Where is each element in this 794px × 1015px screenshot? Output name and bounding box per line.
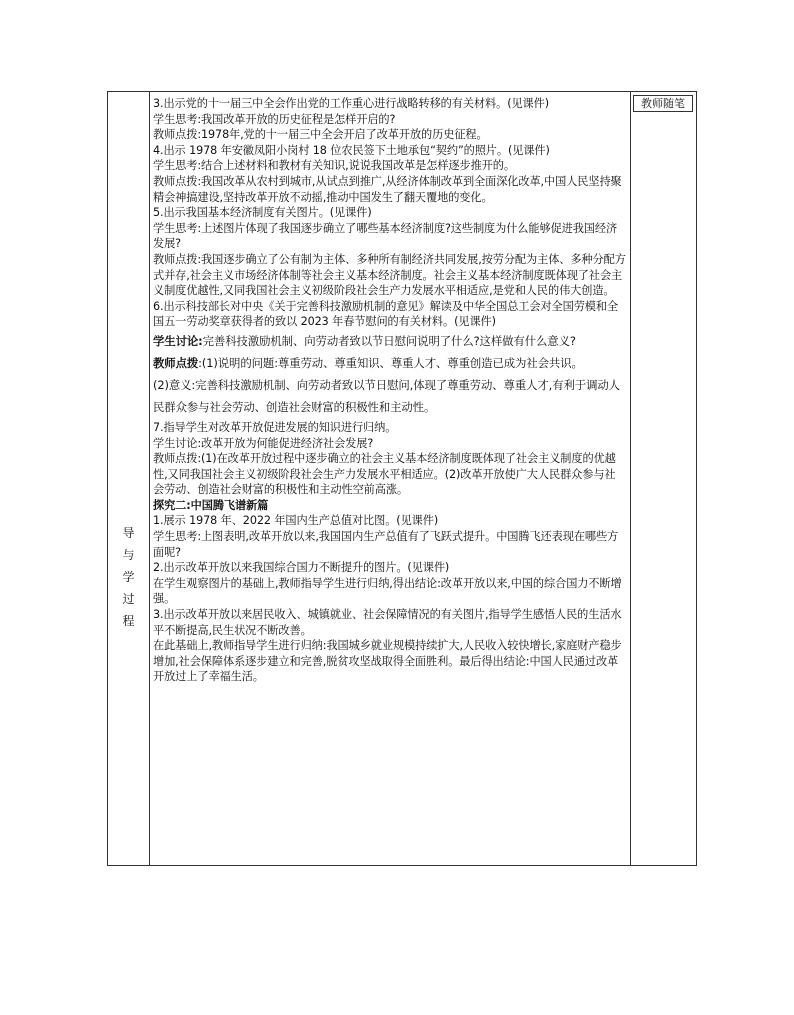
bold-label: 学生讨论:	[153, 333, 203, 348]
paragraph: 教师点拨:1978年,党的十一届三中全会开启了改革开放的历史征程。	[153, 128, 488, 142]
lesson-content	[153, 96, 626, 685]
teacher-notes-header: 教师随笔	[633, 95, 693, 112]
paragraph: 7.指导学生对改革开放促进发展的知识进行归纳。	[153, 420, 397, 434]
paragraph	[153, 352, 626, 374]
paragraph: 学生思考:结合上述材料和教材有关知识,说说我国改革是怎样逐步推开的。	[153, 159, 515, 173]
paragraph: 3.出示党的十一届三中全会作出党的工作重心进行战略转移的有关材料。(见课件)	[153, 97, 549, 110]
paragraph	[153, 330, 626, 352]
column-divider-left	[149, 92, 150, 865]
paragraph: 教师点拨:我国改革从农村到城市,从试点到推广,从经济体制改革到全面深化改革,中国人民坚持聚精会神搞建设,坚持改革开放不动摇,推动中国发生了翻天覆地的变化。	[153, 174, 622, 204]
paragraph: 教师点拨:我国逐步确立了公有制为主体、多种所有制经济共同发展,按劳分配为主体、多种分配方式并存,社会主义市场经济体制等社会主义基本经济制度。社会主义基本经济制度既体现了社会主义制度优越性,又同我国社会主义初级阶段社会生产力发展水平相适应,是党和人民的伟大创造。	[153, 252, 626, 298]
paragraph: 1.展示 1978 年、2022 年国内生产总值对比图。(见课件)	[153, 514, 439, 528]
paragraph: 在此基础上,教师指导学生进行归纳:我国城乡就业规模持续扩大,人民收入较快增长,家庭财产稳步增加,社会保障体系逐步建立和完善,脱贫攻坚战取得全面胜利。最后得出结论:中国人民通过改革开放过上了幸福生活。	[153, 639, 622, 684]
section-label	[108, 522, 149, 632]
section-label-char: 与	[122, 548, 135, 562]
lesson-table	[107, 91, 697, 866]
paragraph: 在学生观察图片的基础上,教师指导学生进行归纳,得出结论:改革开放以来,中国的综合国力不断增强。	[153, 576, 622, 606]
paragraph-text: 完善科技激励机制、向劳动者致以节日慰问说明了什么?这样做有什么意义?	[202, 333, 576, 348]
paragraph: 教师点拨:(1)在改革开放过程中逐步确立的社会主义基本经济制度既体现了社会主义制度的优越性,又同我国社会主义初级阶段社会生产力发展水平相适应。(2)改革开放使广大人民群众参与社会劳动、创造社会财富的积极性和主动性空前高涨。	[153, 452, 616, 497]
paragraph: 3.出示改革开放以来居民收入、城镇就业、社会保障情况的有关图片,指导学生感悟人民的生活水平不断提高,民生状况不断改善。	[153, 608, 622, 637]
section-heading: 探究二:中国腾飞谱新篇	[153, 498, 269, 512]
paragraph: 学生思考:上图表明,改革开放以来,我国国内生产总值有了飞跃式提升。中国腾飞还表现在哪些方面呢?	[153, 530, 619, 559]
section-label-char: 学	[122, 570, 135, 584]
paragraph: 学生思考:我国改革开放的历史征程是怎样开启的?	[153, 112, 396, 126]
paragraph: 6.出示科技部长对中央《关于完善科技激励机制的意见》解读及中华全国总工会对全国劳模和全国五一劳动奖章获得者的致以 2023 年春节慰问的有关材料。(见课件)	[153, 299, 619, 329]
paragraph: 4.出示 1978 年安徽凤阳小岗村 18 位农民签下土地承包“契约”的照片。(见课件)	[153, 143, 550, 157]
paragraph: 2.出示改革开放以来我国综合国力不断提升的图片。(见课件)	[153, 561, 450, 575]
bold-label: 教师点拨	[153, 355, 199, 370]
paragraph: 学生讨论:改革开放为何能促进经济社会发展?	[153, 436, 374, 450]
paragraph: 5.出示我国基本经济制度有关图片。(见课件)	[153, 206, 372, 220]
section-label-char: 过	[122, 592, 135, 606]
paragraph-text: :(1)说明的问题:尊重劳动、尊重知识、尊重人才、尊重创造已成为社会共识。	[198, 355, 583, 370]
paragraph: (2)意义:完善科技激励机制、向劳动者致以节日慰问,体现了尊重劳动、尊重人才,有利于调动人民群众参与社会劳动、创造社会财富的积极性和主动性。	[153, 377, 620, 414]
column-divider-right	[630, 92, 631, 865]
paragraph: 学生思考:上述图片体现了我国逐步确立了哪些基本经济制度?这些制度为什么能够促进我国经济发展?	[153, 221, 618, 251]
section-label-char: 导	[122, 526, 135, 540]
section-label-char: 程	[122, 614, 135, 628]
